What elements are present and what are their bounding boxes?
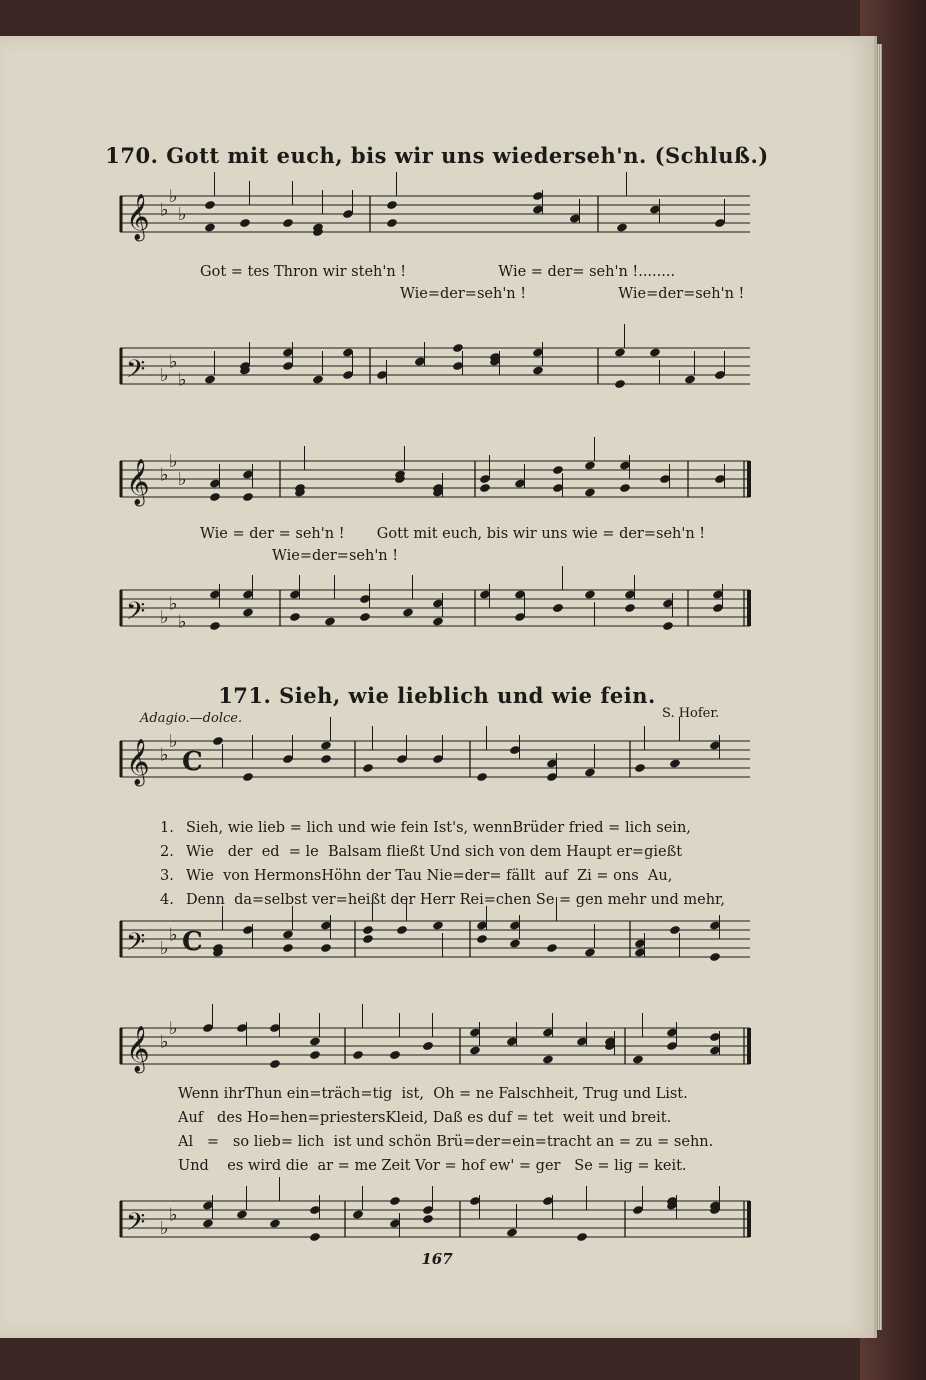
svg-text:♭: ♭ <box>160 744 169 766</box>
svg-text:𝄞: 𝄞 <box>126 1026 150 1072</box>
verse-line: Auf des Ho=hen=priestersKleid, Daß es duf = tet weit und breit. <box>178 1110 672 1126</box>
verse-line: 1. Sieh, wie lieb = lich und wie fein Ist's, wennBrüder fried = lich sein, <box>160 820 691 836</box>
hymn-171-system-2-bass-staff <box>120 1195 760 1255</box>
hymn-170-system-2-lyrics-2: Wie=der=seh'n ! <box>272 548 399 564</box>
svg-text:♭: ♭ <box>160 607 169 628</box>
svg-text:♭: ♭ <box>169 1204 178 1226</box>
hymn-171-title: 171. Sieh, wie lieblich und wie fein. <box>218 683 656 708</box>
hymn-171-system-1-bass-staff <box>120 915 760 975</box>
svg-text:♭: ♭ <box>169 351 178 373</box>
svg-text:C: C <box>182 747 203 777</box>
hymn-170-system-1-lyrics-1: Got = tes Thron wir steh'n ! Wie = der= seh'n !........ <box>200 264 676 280</box>
svg-text:♭: ♭ <box>160 1218 169 1239</box>
svg-text:♭: ♭ <box>169 451 178 472</box>
svg-text:♭: ♭ <box>160 1031 169 1053</box>
verse-line: Wenn ihrThun ein=träch=tig ist, Oh = ne Falschheit, Trug und List. <box>178 1086 688 1102</box>
svg-text:𝄢: 𝄢 <box>126 355 146 390</box>
hymn-171-system-2-treble-staff <box>120 1018 760 1082</box>
hymn-171-tempo: Adagio.—dolce. <box>140 711 243 726</box>
svg-text:𝄢: 𝄢 <box>126 597 146 632</box>
svg-text:𝄞: 𝄞 <box>126 194 150 240</box>
svg-text:♭: ♭ <box>169 1018 178 1039</box>
svg-text:♭: ♭ <box>178 469 187 490</box>
verse-line: 4. Denn da=selbst ver=heißt der Herr Rei=chen Se = gen mehr und mehr, <box>160 892 725 908</box>
hymn-170-system-2-treble-staff <box>120 451 760 515</box>
svg-text:♭: ♭ <box>169 593 178 615</box>
svg-text:♭: ♭ <box>160 464 169 486</box>
hymn-170-system-1-bass-staff <box>120 342 760 402</box>
hymn-170-title: 170. Gott mit euch, bis wir uns wiederseh'n. (Schluß.) <box>105 143 769 168</box>
verse-line: 2. Wie der ed = le Balsam fließt Und sich von dem Haupt er=gießt <box>160 844 683 860</box>
svg-text:♭: ♭ <box>169 186 178 207</box>
svg-text:𝄞: 𝄞 <box>126 459 150 505</box>
svg-text:C: C <box>182 927 203 957</box>
svg-text:♭: ♭ <box>160 365 169 386</box>
hymn-170-system-1-treble-staff <box>120 186 760 250</box>
svg-text:♭: ♭ <box>178 204 187 225</box>
page-number: 167 <box>421 1250 453 1268</box>
hymn-170-system-1-lyrics-2: Wie=der=seh'n ! Wie=der=seh'n ! <box>400 286 745 302</box>
verse-line: Und es wird die ar = me Zeit Vor = hof ew' = ger Se = lig = keit. <box>178 1158 687 1174</box>
svg-text:𝄢: 𝄢 <box>126 928 146 963</box>
svg-text:♭: ♭ <box>178 611 187 633</box>
svg-text:♭: ♭ <box>160 938 169 959</box>
svg-text:♭: ♭ <box>178 369 187 391</box>
svg-text:♭: ♭ <box>169 731 178 752</box>
verse-line: 3. Wie von HermonsHöhn der Tau Nie=der= fällt auf Zi = ons Au, <box>160 868 673 884</box>
hymn-170-system-2-lyrics-1: Wie = der = seh'n ! Gott mit euch, bis wir uns wie = der=seh'n ! <box>200 526 706 542</box>
svg-text:𝄞: 𝄞 <box>126 739 150 785</box>
hymn-170-system-2-bass-staff <box>120 584 760 644</box>
hymn-171-system-1-treble-staff <box>120 731 760 795</box>
svg-text:♭: ♭ <box>169 924 178 946</box>
svg-text:𝄢: 𝄢 <box>126 1208 146 1243</box>
hymn-171-composer: S. Hofer. <box>662 706 720 721</box>
verse-line: Al = so lieb= lich ist und schön Brü=der=ein=tracht an = zu = sehn. <box>178 1134 714 1150</box>
svg-text:♭: ♭ <box>160 199 169 221</box>
